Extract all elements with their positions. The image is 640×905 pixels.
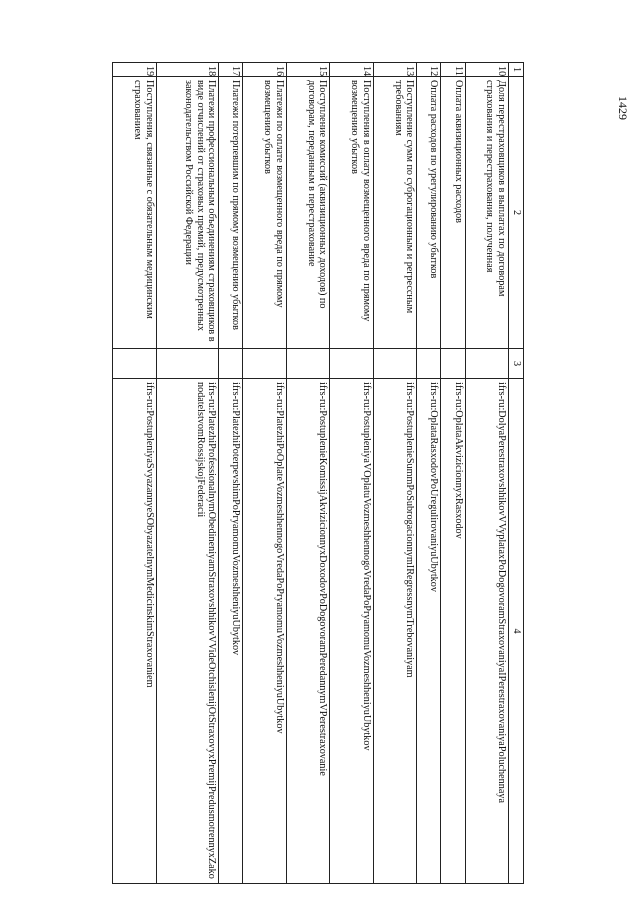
row-code: ifrs-ru:OplataAkvizicionnyxRasxodov: [441, 379, 465, 884]
row-col3: [219, 349, 243, 379]
table-row: [243, 63, 286, 884]
row-col3: [156, 349, 219, 379]
header-col-4: 4: [509, 379, 524, 884]
row-number: 19: [113, 63, 157, 77]
row-number: 18: [156, 63, 219, 77]
taxonomy-table: [112, 62, 524, 884]
row-description: Платежи профессиональным объединениям страховщиков в виде отчислений от страховых премий, предусмотренных законодательством Российской Федерации: [156, 77, 219, 349]
table-row: [441, 63, 465, 884]
row-col3: [330, 349, 373, 379]
row-description: Оплата расходов по урегулированию убытков: [417, 77, 441, 349]
row-description: Доля перестраховщиков в выплатах по договорам страхования и перестрахования, полученная: [465, 77, 508, 349]
table-wrapper: [112, 62, 524, 884]
row-code: ifrs-ru:OplataRasxodovPoUregulirovaniyuUbytkov: [417, 379, 441, 884]
table-row: [219, 63, 243, 884]
row-description: Поступление сумм по суброгационным и регрессным требованиям: [373, 77, 416, 349]
table-row: [286, 63, 329, 884]
row-number: 13: [373, 63, 416, 77]
table-row: [465, 63, 508, 884]
row-number: 16: [243, 63, 286, 77]
row-code: ifrs-ru:PostuplenieKomissijAkvizicionnyxDoxodovPoDogovoramPeredannymVPerestraxovanie: [286, 379, 329, 884]
row-number: 15: [286, 63, 329, 77]
header-col-2: 2: [509, 77, 524, 349]
row-description: Платежи потерпевшим по прямому возмещению убытков: [219, 77, 243, 349]
row-code: ifrs-ru:PostupleniyaVOplatuVozmeshhennogoVredaPoPryamomuVozmeshheniyuUbytkov: [330, 379, 373, 884]
row-number: 12: [417, 63, 441, 77]
row-col3: [465, 349, 508, 379]
header-col-3: 3: [509, 349, 524, 379]
row-code: ifrs-ru:PostupleniyaSvyazannyeSObyazatelnymMedicinskimStraxovaniem: [113, 379, 157, 884]
row-col3: [113, 349, 157, 379]
row-description: Поступления, связанные с обязательным медицинским страхованием: [113, 77, 157, 349]
table-row: [156, 63, 219, 884]
page-number: 1429: [616, 96, 630, 120]
table-row: [373, 63, 416, 884]
row-col3: [373, 349, 416, 379]
row-description: Поступления в оплату возмещенного вреда по прямому возмещению убытков: [330, 77, 373, 349]
row-code: ifrs-ru:PlatezhiPoOplateVozmeshhennogoVredaPoPryamomuVozmeshheniyuUbytkov: [243, 379, 286, 884]
row-number: 14: [330, 63, 373, 77]
row-code: ifrs-ru:PostuplenieSummPoSubrogacionnymIRegressnymTrebovaniyam: [373, 379, 416, 884]
row-code: ifrs-ru:PlatezhiProfessionalnymObedineniyamStraxovshhikovVVideOtchislenijOtStraxovyxPremijPredusmotrennyxZakonodatelstvomRossijskojFederacii: [156, 379, 219, 884]
table-row: [417, 63, 441, 884]
table-row: [113, 63, 157, 884]
row-code: ifrs-ru:DolyaPerestraxovshhikovVVyplataxPoDogovoramStraxovaniyaIPerestraxovaniyaPoluchennaya: [465, 379, 508, 884]
header-col-1: 1: [509, 63, 524, 77]
row-number: 11: [441, 63, 465, 77]
row-col3: [441, 349, 465, 379]
row-col3: [243, 349, 286, 379]
row-description: Поступление комиссий (аквизиционных доходов) по договорам, переданным в перестрахование: [286, 77, 329, 349]
row-col3: [417, 349, 441, 379]
row-col3: [286, 349, 329, 379]
rotated-table-container: [112, 62, 524, 884]
table-row: [330, 63, 373, 884]
row-number: 17: [219, 63, 243, 77]
header-row: [509, 63, 524, 884]
row-code: ifrs-ru:PlatezhiPoterpevshimPoPryamomuVozmeshheniyuUbytkov: [219, 379, 243, 884]
row-number: 10: [465, 63, 508, 77]
row-description: Платежи по оплате возмещенного вреда по прямому возмещению убытков: [243, 77, 286, 349]
row-description: Оплата аквизиционных расходов: [441, 77, 465, 349]
